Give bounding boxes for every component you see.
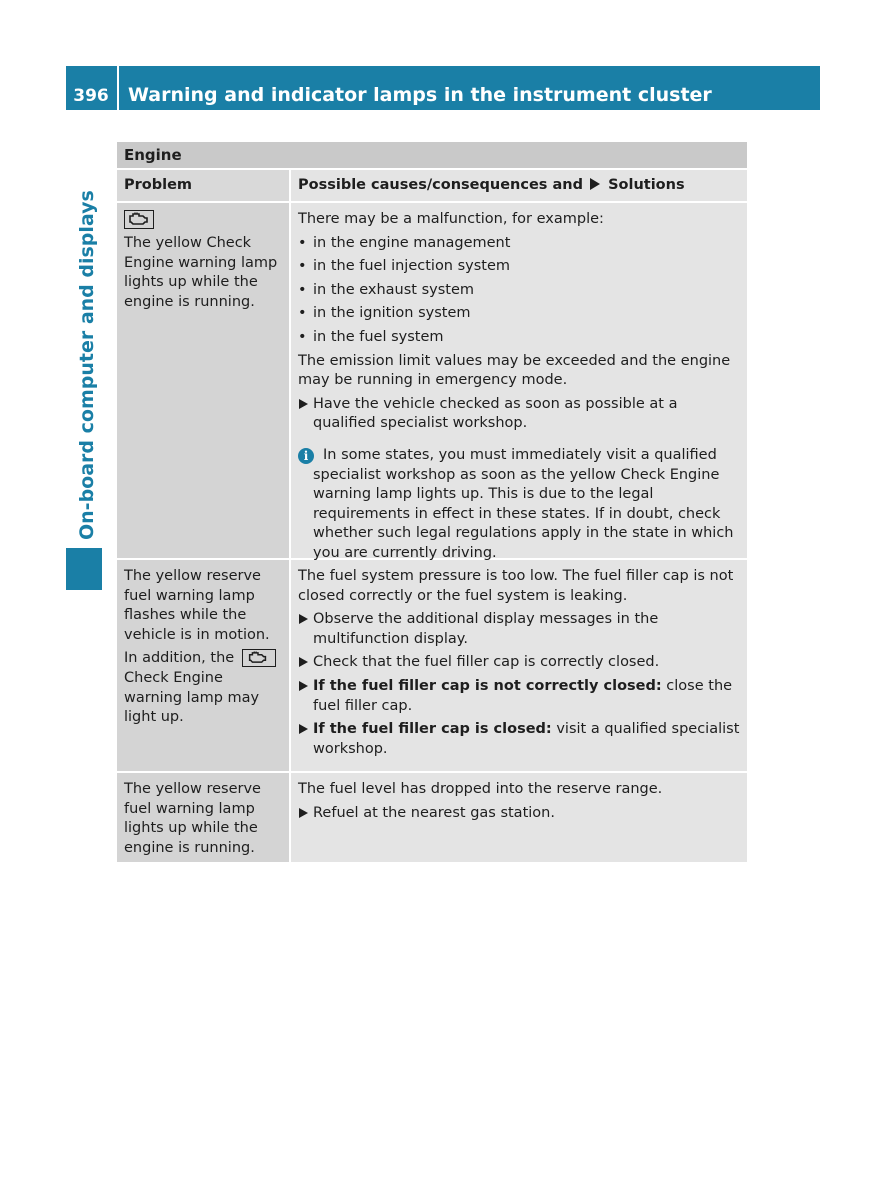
action-text: Have the vehicle checked as soon as possible at a qualified specialist workshop. [313, 395, 678, 432]
action-item [298, 677, 741, 716]
engine-table [117, 142, 747, 862]
info-text-first: In some states, you must immediately visit a qualified [323, 446, 717, 463]
action-item [298, 653, 741, 673]
triangle-arrow-icon [299, 614, 308, 624]
problem-text: The yellow Check Engine warning lamp lights up while the engine is running. [124, 235, 278, 310]
action-text: close the fuel filler cap. [313, 677, 733, 714]
action-condition: If the fuel filler cap is closed: [313, 721, 552, 738]
column-header-solutions-label: Possible causes/consequences and [298, 177, 583, 193]
list-item: • in the fuel injection system [298, 257, 741, 277]
problem-cell [117, 203, 289, 558]
action-condition: If the fuel filler cap is not correctly closed: [313, 677, 662, 694]
list-item: • in the engine management [298, 234, 741, 254]
solution-cell [291, 203, 747, 561]
triangle-arrow-icon [299, 808, 308, 818]
check-engine-icon [124, 210, 154, 229]
solution-text: The emission limit values may be exceeded and the engine may be running in emergency mode. [298, 352, 731, 389]
section-title: Engine [117, 142, 747, 168]
side-tab-label: On-board computer and displays [76, 190, 98, 540]
side-tab-marker [66, 548, 102, 590]
table-row [117, 203, 747, 561]
info-note [298, 446, 741, 564]
problem-text-part: Check Engine warning lamp may light up. [124, 669, 260, 726]
action-item [298, 720, 741, 759]
triangle-arrow-icon [299, 724, 308, 734]
list-item: • in the exhaust system [298, 281, 741, 301]
check-engine-icon [242, 649, 276, 667]
table-header-row [117, 170, 747, 201]
solution-intro: The fuel system pressure is too low. The fuel filler cap is not closed correctly or the fuel system is leaking. [298, 568, 734, 604]
list-item: • in the fuel system [298, 328, 741, 348]
list-item: • in the ignition system [298, 304, 741, 324]
problem-text-extra [124, 649, 283, 727]
problem-text-part: In addition, the [124, 650, 235, 667]
action-text: visit a qualified specialist workshop. [313, 721, 740, 757]
triangle-arrow-icon [299, 681, 308, 691]
info-icon: i [298, 448, 314, 464]
column-header-solutions-suffix: Solutions [608, 177, 685, 193]
table-row [117, 773, 747, 862]
action-text: Check that the fuel filler cap is correctly closed. [313, 654, 660, 671]
info-text: specialist workshop as soon as the yellow Check Engine warning lamp lights up. This is due to the legal requirements in effect in these states. If in doubt, check whether such legal regulations apply in the state in which you are currently driving. [313, 466, 734, 561]
solution-intro: There may be a malfunction, for example: [298, 211, 604, 227]
solution-cell [291, 773, 747, 862]
action-text: Observe the additional display messages in the multifunction display. [313, 611, 659, 647]
solution-cell [291, 560, 747, 771]
triangle-arrow-icon [299, 399, 308, 409]
triangle-arrow-icon [590, 178, 600, 190]
action-item [298, 610, 741, 649]
problem-text: The yellow reserve fuel warning lamp flashes while the vehicle is in motion. [124, 568, 270, 643]
action-text: Refuel at the nearest gas station. [313, 804, 555, 821]
problem-cell [117, 560, 289, 771]
header-divider [117, 66, 119, 110]
table-row [117, 560, 747, 771]
page-title: Warning and indicator lamps in the instrument cluster [128, 84, 712, 106]
solution-intro: The fuel level has dropped into the reserve range. [298, 781, 663, 797]
column-header-problem: Problem [117, 170, 289, 201]
page-number: 396 [73, 86, 109, 106]
triangle-arrow-icon [299, 657, 308, 667]
problem-cell [117, 773, 289, 862]
action-item [298, 804, 741, 824]
problem-text: The yellow reserve fuel warning lamp lights up while the engine is running. [124, 781, 261, 856]
action-item [298, 395, 741, 434]
column-header-solutions [291, 170, 747, 201]
